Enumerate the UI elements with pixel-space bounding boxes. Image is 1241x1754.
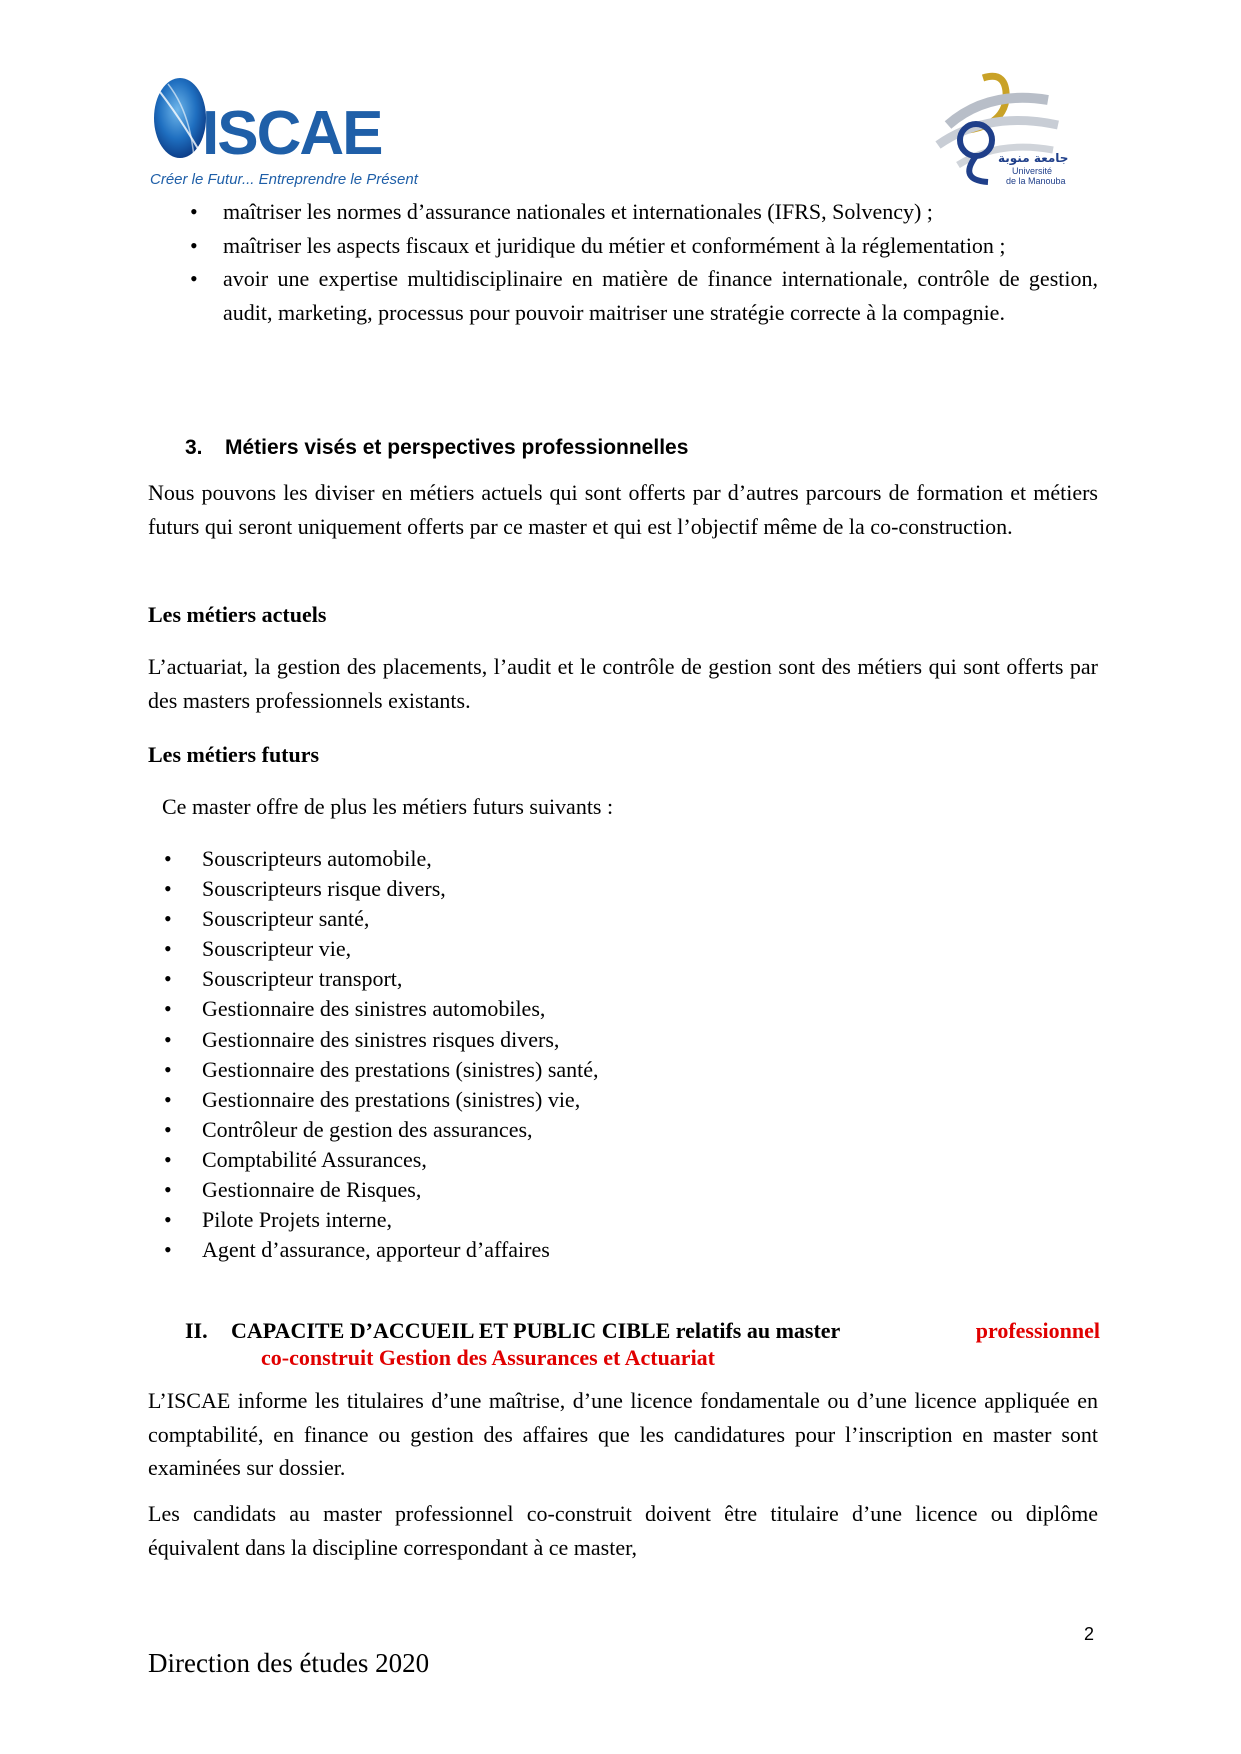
future-jobs-list bbox=[148, 844, 599, 1265]
list-item: • Gestionnaire des prestations (sinistres) santé, bbox=[148, 1055, 599, 1085]
section-3-heading bbox=[185, 436, 688, 460]
future-jobs-intro: Ce master offre de plus les métiers futurs suivants : bbox=[162, 794, 614, 819]
section-2-paragraph-1: L’ISCAE informe les titulaires d’une maîtrise, d’une licence fondamentale ou d’une licence appliquée en comptabilité, en finance ou gestion des affaires que les candidatures pour l’inscription en master sont examinées sur dossier. bbox=[148, 1388, 1098, 1480]
list-item: • Contrôleur de gestion des assurances, bbox=[148, 1115, 599, 1145]
bullet-icon: • bbox=[190, 266, 198, 291]
list-item: • maîtriser les normes d’assurance nationales et internationales (IFRS, Solvency) ; bbox=[148, 195, 1098, 229]
bullet-icon: • bbox=[164, 906, 172, 932]
iscae-logo bbox=[150, 72, 418, 192]
iscae-logo-text: ISCAE bbox=[202, 99, 382, 168]
section-2-title: CAPACITE D’ACCUEIL ET PUBLIC CIBLE relatifs au master bbox=[231, 1318, 841, 1343]
bullet-icon: • bbox=[164, 1086, 172, 1112]
list-item: • Souscripteur transport, bbox=[148, 964, 599, 994]
section-2-title-red-1: professionnel bbox=[975, 1318, 1100, 1343]
bullet-icon: • bbox=[164, 846, 172, 871]
list-item: • maîtriser les aspects fiscaux et juridique du métier et conformément à la réglementation ; bbox=[148, 229, 1098, 263]
list-item: • Souscripteurs automobile, bbox=[148, 844, 599, 874]
bullet-icon: • bbox=[164, 876, 172, 902]
bullet-icon: • bbox=[164, 1026, 172, 1052]
university-logo-arabic: جامعة منوبة bbox=[998, 151, 1069, 165]
future-jobs-heading: Les métiers futurs bbox=[148, 742, 320, 767]
footer-text: Direction des études 2020 bbox=[148, 1648, 430, 1678]
section-3-title: Métiers visés et perspectives professionnelles bbox=[225, 436, 689, 459]
bullet-icon: • bbox=[164, 1177, 172, 1203]
list-item: • Souscripteur vie, bbox=[148, 934, 599, 964]
iscae-logo-tagline: Créer le Futur... Entreprendre le Présent bbox=[150, 171, 418, 188]
list-item: • Gestionnaire des sinistres automobiles, bbox=[148, 994, 599, 1024]
list-item: • Souscripteurs risque divers, bbox=[148, 874, 599, 904]
list-item: • Pilote Projets interne, bbox=[148, 1205, 599, 1235]
bullet-icon: • bbox=[164, 1207, 172, 1233]
list-item: • Comptabilité Assurances, bbox=[148, 1145, 599, 1175]
list-item: • Gestionnaire de Risques, bbox=[148, 1175, 599, 1205]
list-item: • Gestionnaire des prestations (sinistres) vie, bbox=[148, 1085, 599, 1115]
list-item: • Gestionnaire des sinistres risques divers, bbox=[148, 1025, 599, 1055]
section-3-paragraph: Nous pouvons les diviser en métiers actuels qui sont offerts par d’autres parcours de formation et métiers futurs qui seront uniquement offerts par ce master et qui est l’objectif même de la co-construction. bbox=[148, 480, 1098, 539]
page-number: 2 bbox=[1084, 1624, 1095, 1644]
bullet-icon: • bbox=[164, 996, 172, 1022]
bullet-icon: • bbox=[164, 1116, 172, 1142]
current-jobs-paragraph: L’actuariat, la gestion des placements, l’audit et le contrôle de gestion sont des métiers qui sont offerts par des masters professionnels existants. bbox=[148, 654, 1098, 713]
bullet-icon: • bbox=[164, 1146, 172, 1172]
section-3-number: 3. bbox=[185, 436, 203, 459]
list-item: • Souscripteur santé, bbox=[148, 904, 599, 934]
bullet-icon: • bbox=[164, 1056, 172, 1082]
section-2-heading bbox=[185, 1317, 1100, 1371]
competence-bullet-list bbox=[148, 195, 1098, 329]
bullet-icon: • bbox=[164, 936, 172, 962]
section-2-number: II. bbox=[185, 1318, 208, 1343]
university-logo-line2: de la Manouba bbox=[1006, 176, 1066, 186]
bullet-icon: • bbox=[190, 199, 198, 224]
bullet-icon: • bbox=[164, 966, 172, 992]
current-jobs-heading: Les métiers actuels bbox=[148, 602, 327, 627]
section-2-title-red-2: co-construit Gestion des Assurances et Actuariat bbox=[261, 1345, 716, 1370]
university-logo bbox=[928, 70, 1068, 195]
list-item: • avoir une expertise multidisciplinaire en matière de finance internationale, contrôle de gestion, audit, marketing, processus pour pouvoir maitriser une stratégie correcte à la compagnie. bbox=[148, 262, 1098, 329]
university-logo-line1: Université bbox=[1012, 166, 1053, 176]
section-2-paragraph-2: Les candidats au master professionnel co-construit doivent être titulaire d’une licence ou diplôme équivalent dans la discipline correspondant à ce master, bbox=[148, 1501, 1098, 1560]
bullet-icon: • bbox=[164, 1237, 172, 1263]
bullet-icon: • bbox=[190, 232, 198, 258]
list-item: • Agent d’assurance, apporteur d’affaires bbox=[148, 1235, 599, 1265]
